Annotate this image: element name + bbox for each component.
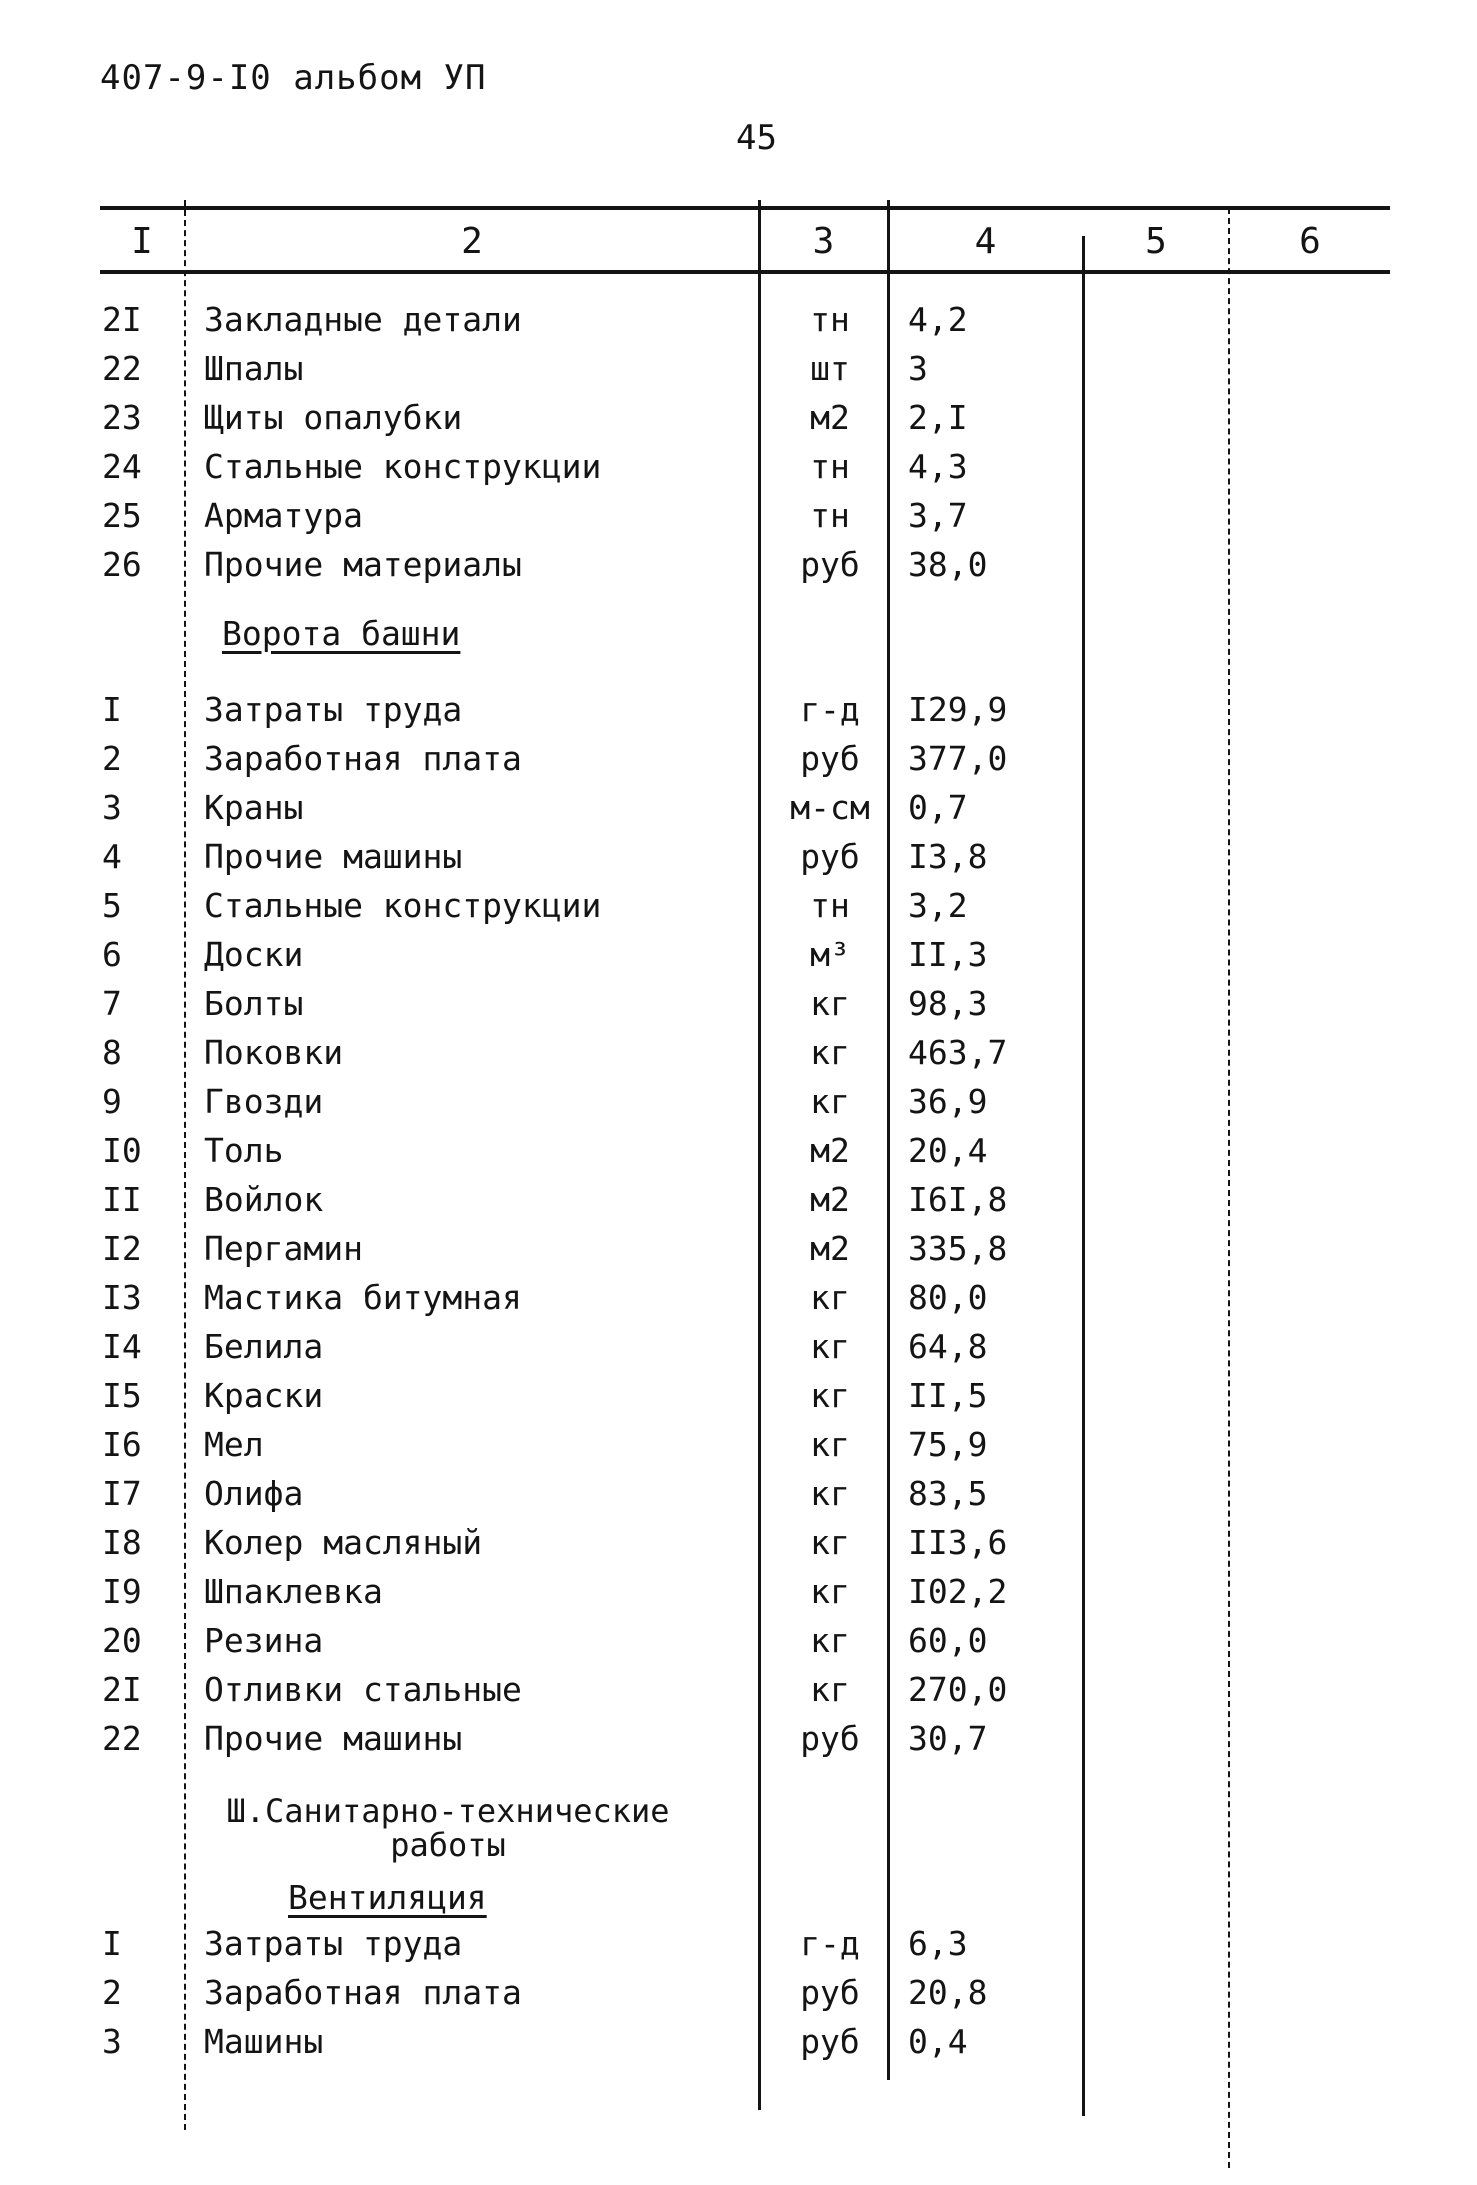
row-value: 20,4 (908, 1131, 988, 1170)
row-name: Белила (204, 1327, 324, 1366)
row-number: I (102, 690, 122, 729)
row-number: I8 (102, 1523, 142, 1562)
row-unit: кг (810, 1425, 850, 1464)
row-unit: руб (800, 545, 860, 584)
row-value: I6I,8 (908, 1180, 1008, 1219)
row-name: Колер масляный (204, 1523, 483, 1562)
row-number: 6 (102, 935, 122, 974)
row-number: I5 (102, 1376, 142, 1415)
row-value: 463,7 (908, 1033, 1008, 1072)
section-title-gate: Ворота башни (222, 614, 461, 653)
table-row (0, 1619, 1477, 1667)
row-unit: кг (810, 1621, 850, 1660)
row-name: Заработная плата (204, 1973, 522, 2012)
row-unit: кг (810, 1474, 850, 1513)
row-name: Прочие материалы (204, 545, 522, 584)
column-header-4: 4 (974, 221, 997, 262)
row-unit: руб (800, 1719, 860, 1758)
table-row (0, 1668, 1477, 1716)
row-name: Войлок (204, 1180, 324, 1219)
table-row (0, 1325, 1477, 1373)
table-row (0, 835, 1477, 883)
row-number: I9 (102, 1572, 142, 1611)
row-value: 36,9 (908, 1082, 988, 1121)
table-row (0, 445, 1477, 493)
row-number: 22 (102, 1719, 142, 1758)
table-row (0, 933, 1477, 981)
row-value: I3,8 (908, 837, 988, 876)
table-row (0, 1521, 1477, 1569)
row-name: Гвозди (204, 1082, 324, 1121)
row-unit: м2 (810, 1229, 850, 1268)
row-unit: кг (810, 1572, 850, 1611)
row-value: 0,4 (908, 2022, 968, 2061)
row-number: I3 (102, 1278, 142, 1317)
table-row (0, 1129, 1477, 1177)
row-value: I02,2 (908, 1572, 1008, 1611)
row-value: 60,0 (908, 1621, 988, 1660)
row-unit: кг (810, 1670, 850, 1709)
column-header-5: 5 (1145, 221, 1167, 262)
row-name: Олифа (204, 1474, 304, 1513)
row-number: 24 (102, 447, 142, 486)
row-name: Стальные конструкции (204, 447, 602, 486)
row-value: 335,8 (908, 1229, 1008, 1268)
row-name: Пергамин (204, 1229, 363, 1268)
table-row (0, 1080, 1477, 1128)
row-number: I4 (102, 1327, 142, 1366)
table-row (0, 1570, 1477, 1618)
row-value: 30,7 (908, 1719, 988, 1758)
row-value: II3,6 (908, 1523, 1008, 1562)
row-number: 3 (102, 2022, 122, 2061)
row-value: 4,2 (908, 300, 968, 339)
row-number: 20 (102, 1621, 142, 1660)
row-value: 64,8 (908, 1327, 988, 1366)
row-value: 270,0 (908, 1670, 1008, 1709)
row-name: Прочие машины (204, 1719, 463, 1758)
table-row (0, 1971, 1477, 2019)
row-unit: кг (810, 1327, 850, 1366)
row-name: Машины (204, 2022, 324, 2061)
row-name: Прочие машины (204, 837, 463, 876)
row-name: Резина (204, 1621, 324, 1660)
row-value: II,5 (908, 1376, 988, 1415)
row-unit: руб (800, 739, 860, 778)
table-row (0, 1472, 1477, 1520)
table-row (0, 1423, 1477, 1471)
row-name: Стальные конструкции (204, 886, 602, 925)
row-unit: кг (810, 1523, 850, 1562)
row-unit: тн (810, 496, 850, 535)
row-unit: г-д (800, 690, 860, 729)
row-unit: тн (810, 300, 850, 339)
row-unit: м2 (810, 1180, 850, 1219)
row-name: Краски (204, 1376, 324, 1415)
table-row (0, 396, 1477, 444)
row-value: 83,5 (908, 1474, 988, 1513)
row-name: Мел (204, 1425, 264, 1464)
table-row (0, 982, 1477, 1030)
table-row (0, 737, 1477, 785)
row-number: 2I (102, 300, 142, 339)
row-unit: кг (810, 1376, 850, 1415)
row-value: I29,9 (908, 690, 1008, 729)
row-unit: тн (810, 886, 850, 925)
table-row (0, 1374, 1477, 1422)
table-row (0, 884, 1477, 932)
row-name: Поковки (204, 1033, 344, 1072)
row-number: 2 (102, 739, 122, 778)
row-name: Шпаклевка (204, 1572, 383, 1611)
table-row (0, 347, 1477, 395)
table-row (0, 1717, 1477, 1765)
row-number: 25 (102, 496, 142, 535)
row-value: 3 (908, 349, 928, 388)
row-unit: кг (810, 984, 850, 1023)
row-unit: м2 (810, 1131, 850, 1170)
row-number: 26 (102, 545, 142, 584)
row-name: Мастика битумная (204, 1278, 522, 1317)
table-row (0, 688, 1477, 736)
row-number: II (102, 1180, 142, 1219)
row-name: Затраты труда (204, 1924, 463, 1963)
row-unit: кг (810, 1082, 850, 1121)
row-name: Болты (204, 984, 304, 1023)
row-number: I0 (102, 1131, 142, 1170)
row-unit: тн (810, 447, 850, 486)
row-name: Заработная плата (204, 739, 522, 778)
row-unit: м³ (810, 935, 850, 974)
section-heading-sanitary: Ш.Санитарно-технические работы (226, 1792, 670, 1864)
row-number: I7 (102, 1474, 142, 1513)
row-unit: м-см (790, 788, 870, 827)
page-number: 45 (736, 118, 777, 158)
row-value: 2,I (908, 398, 968, 437)
row-value: 38,0 (908, 545, 988, 584)
row-value: 0,7 (908, 788, 968, 827)
row-value: 377,0 (908, 739, 1008, 778)
table-row (0, 1227, 1477, 1275)
row-unit: шт (810, 349, 850, 388)
row-number: 4 (102, 837, 122, 876)
row-unit: руб (800, 1973, 860, 2012)
row-number: 5 (102, 886, 122, 925)
row-name: Отливки стальные (204, 1670, 522, 1709)
row-value: II,3 (908, 935, 988, 974)
row-value: 75,9 (908, 1425, 988, 1464)
row-number: 2 (102, 1973, 122, 2012)
row-name: Затраты труда (204, 690, 463, 729)
row-unit: руб (800, 2022, 860, 2061)
row-value: 98,3 (908, 984, 988, 1023)
column-header-2: 2 (461, 221, 483, 262)
row-value: 20,8 (908, 1973, 988, 2012)
row-name: Закладные детали (204, 300, 522, 339)
row-number: I (102, 1924, 122, 1963)
row-name: Арматура (204, 496, 363, 535)
row-unit: руб (800, 837, 860, 876)
section-title-ventilation: Вентиляция (288, 1878, 487, 1917)
row-name: Краны (204, 788, 304, 827)
column-header-3: 3 (812, 221, 835, 262)
row-value: 3,2 (908, 886, 968, 925)
table-row (0, 298, 1477, 346)
table-row (0, 1031, 1477, 1079)
table-row (0, 1922, 1477, 1970)
document-code: 407-9-I0 альбом УП (100, 58, 487, 98)
row-value: 4,3 (908, 447, 968, 486)
table-row (0, 2020, 1477, 2068)
column-header-6: 6 (1299, 221, 1321, 262)
row-unit: кг (810, 1033, 850, 1072)
row-number: I6 (102, 1425, 142, 1464)
row-unit: м2 (810, 398, 850, 437)
row-number: 22 (102, 349, 142, 388)
row-number: 8 (102, 1033, 122, 1072)
row-value: 6,3 (908, 1924, 968, 1963)
table-row (0, 1178, 1477, 1226)
column-header-1: I (131, 221, 153, 262)
row-number: 9 (102, 1082, 122, 1121)
table-row (0, 543, 1477, 591)
row-number: 7 (102, 984, 122, 1023)
row-number: 3 (102, 788, 122, 827)
row-unit: кг (810, 1278, 850, 1317)
table-row (0, 494, 1477, 542)
row-unit: г-д (800, 1924, 860, 1963)
row-name: Толь (204, 1131, 284, 1170)
row-number: I2 (102, 1229, 142, 1268)
table-row (0, 1276, 1477, 1324)
table-row (0, 786, 1477, 834)
row-number: 2I (102, 1670, 142, 1709)
row-name: Доски (204, 935, 304, 974)
row-value: 80,0 (908, 1278, 988, 1317)
row-number: 23 (102, 398, 142, 437)
row-value: 3,7 (908, 496, 968, 535)
row-name: Шпалы (204, 349, 304, 388)
row-name: Щиты опалубки (204, 398, 463, 437)
